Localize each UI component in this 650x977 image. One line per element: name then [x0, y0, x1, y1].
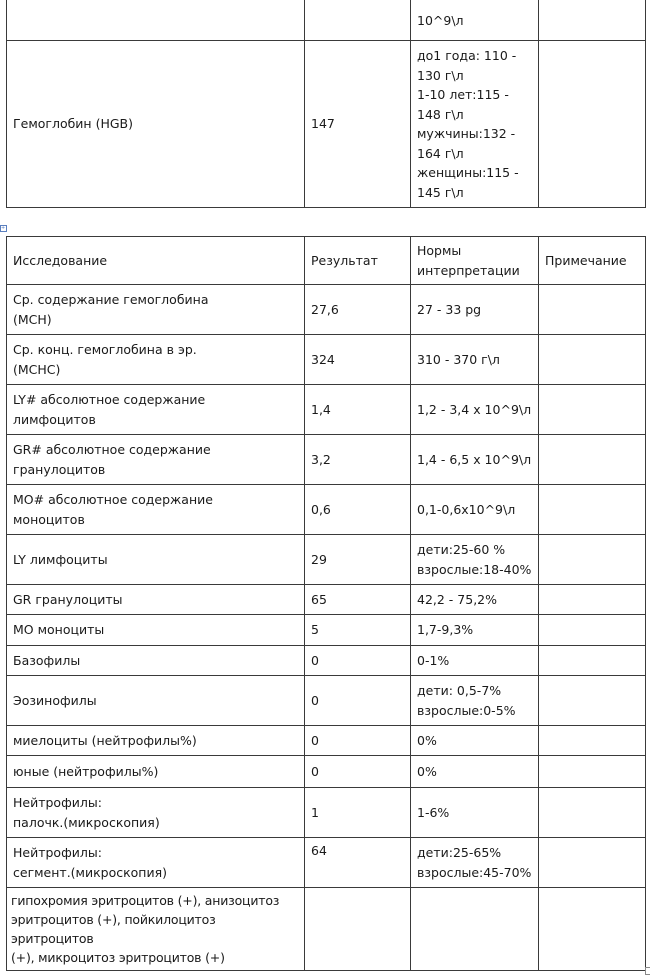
- table-resize-handle[interactable]: [645, 967, 650, 975]
- cell-test: Нейтрофилы: сегмент.(микроскопия): [7, 838, 305, 888]
- cell-test: Эозинофилы: [7, 676, 305, 726]
- cell-test: Ср. содержание гемоглобина (MCH): [7, 285, 305, 335]
- results-table-top: [6, 0, 646, 208]
- cell-note: [539, 756, 646, 788]
- cell-note: [539, 385, 646, 435]
- table-row: [7, 435, 646, 485]
- cell-norm: [411, 888, 539, 971]
- cell-result: 0: [305, 676, 411, 726]
- cell-norm: до1 года: 110 - 130 г\л 1-10 лет:115 - 148 г\л мужчины:132 - 164 г\л женщины:115 - 145 г\л: [411, 41, 539, 208]
- cell-result: 27,6: [305, 285, 411, 335]
- table-move-handle-icon[interactable]: +: [1, 225, 6, 231]
- cell-test: MO# абсолютное содержание моноцитов: [7, 485, 305, 535]
- table-header-row: [7, 237, 646, 285]
- cell-norm: 10^9\л: [411, 0, 539, 41]
- cell-result: 1,4: [305, 385, 411, 435]
- cell-note: [539, 726, 646, 756]
- cell-test: Базофилы: [7, 646, 305, 676]
- cell-result: 0: [305, 756, 411, 788]
- cell-note: [539, 435, 646, 485]
- cell-result: 5: [305, 615, 411, 646]
- table-row: [7, 485, 646, 535]
- cell-norm: 0-1%: [411, 646, 539, 676]
- cell-norm: 1-6%: [411, 788, 539, 838]
- cell-norm: дети:25-60 % взрослые:18-40%: [411, 535, 539, 585]
- cell-result: 29: [305, 535, 411, 585]
- cell-result: 64: [305, 838, 411, 888]
- cell-result: 1: [305, 788, 411, 838]
- cell-test: GR гранулоциты: [7, 585, 305, 615]
- cell-result: [305, 0, 411, 41]
- table-row: [7, 646, 646, 676]
- cell-note: [539, 646, 646, 676]
- header-norm: Нормы интерпретации: [411, 237, 539, 285]
- cell-norm: дети:25-65% взрослые:45-70%: [411, 838, 539, 888]
- table-row-hgb: [7, 41, 646, 208]
- results-table-main: [6, 236, 646, 971]
- cell-norm: 27 - 33 pg: [411, 285, 539, 335]
- cell-test: юные (нейтрофилы%): [7, 756, 305, 788]
- cell-norm: 1,7-9,3%: [411, 615, 539, 646]
- table-row: [7, 535, 646, 585]
- cell-note: [539, 888, 646, 971]
- cell-remark: гипохромия эритроцитов (+), анизоцитоз эритроцитов (+), пойкилоцитоз эритроцитов (+), микроцитоз эритроцитов (+): [7, 888, 305, 971]
- cell-result: 0,6: [305, 485, 411, 535]
- table-row: [7, 585, 646, 615]
- cell-note: [539, 41, 646, 208]
- cell-norm: дети: 0,5-7% взрослые:0-5%: [411, 676, 539, 726]
- cell-result: 324: [305, 335, 411, 385]
- cell-note: [539, 615, 646, 646]
- cell-result: 0: [305, 726, 411, 756]
- cell-result: 0: [305, 646, 411, 676]
- header-result: Результат: [305, 237, 411, 285]
- table-row: [7, 615, 646, 646]
- cell-test: LY лимфоциты: [7, 535, 305, 585]
- cell-note: [539, 485, 646, 535]
- cell-norm: 1,4 - 6,5 x 10^9\л: [411, 435, 539, 485]
- cell-note: [539, 676, 646, 726]
- cell-note: [539, 788, 646, 838]
- header-note: Примечание: [539, 237, 646, 285]
- cell-test: миелоциты (нейтрофилы%): [7, 726, 305, 756]
- table-row: [7, 838, 646, 888]
- cell-result: 65: [305, 585, 411, 615]
- cell-note: [539, 585, 646, 615]
- cell-test: MO моноциты: [7, 615, 305, 646]
- cell-result: [305, 888, 411, 971]
- header-test: Исследование: [7, 237, 305, 285]
- cell-norm: 0%: [411, 756, 539, 788]
- table-row: [7, 676, 646, 726]
- cell-test: Ср. конц. гемоглобина в эр. (MCHC): [7, 335, 305, 385]
- cell-test: GR# абсолютное содержание гранулоцитов: [7, 435, 305, 485]
- table-row: [7, 285, 646, 335]
- cell-result: 3,2: [305, 435, 411, 485]
- cell-note: [539, 535, 646, 585]
- cell-norm: 310 - 370 г\л: [411, 335, 539, 385]
- cell-test: Гемоглобин (HGB): [7, 41, 305, 208]
- cell-norm: 0%: [411, 726, 539, 756]
- cell-note: [539, 285, 646, 335]
- table-row: [7, 335, 646, 385]
- table-row: [7, 726, 646, 756]
- cell-note: [539, 838, 646, 888]
- cell-norm: 0,1-0,6x10^9\л: [411, 485, 539, 535]
- table-row: [7, 385, 646, 435]
- table-row: [7, 756, 646, 788]
- table-row-partial: [7, 0, 646, 41]
- cell-test: [7, 0, 305, 41]
- table-row-remark: [7, 888, 646, 971]
- cell-note: [539, 0, 646, 41]
- table-row: [7, 788, 646, 838]
- cell-test: LY# абсолютное содержание лимфоцитов: [7, 385, 305, 435]
- cell-norm: 1,2 - 3,4 x 10^9\л: [411, 385, 539, 435]
- cell-norm: 42,2 - 75,2%: [411, 585, 539, 615]
- cell-test: Нейтрофилы: палочк.(микроскопия): [7, 788, 305, 838]
- cell-note: [539, 335, 646, 385]
- cell-result: 147: [305, 41, 411, 208]
